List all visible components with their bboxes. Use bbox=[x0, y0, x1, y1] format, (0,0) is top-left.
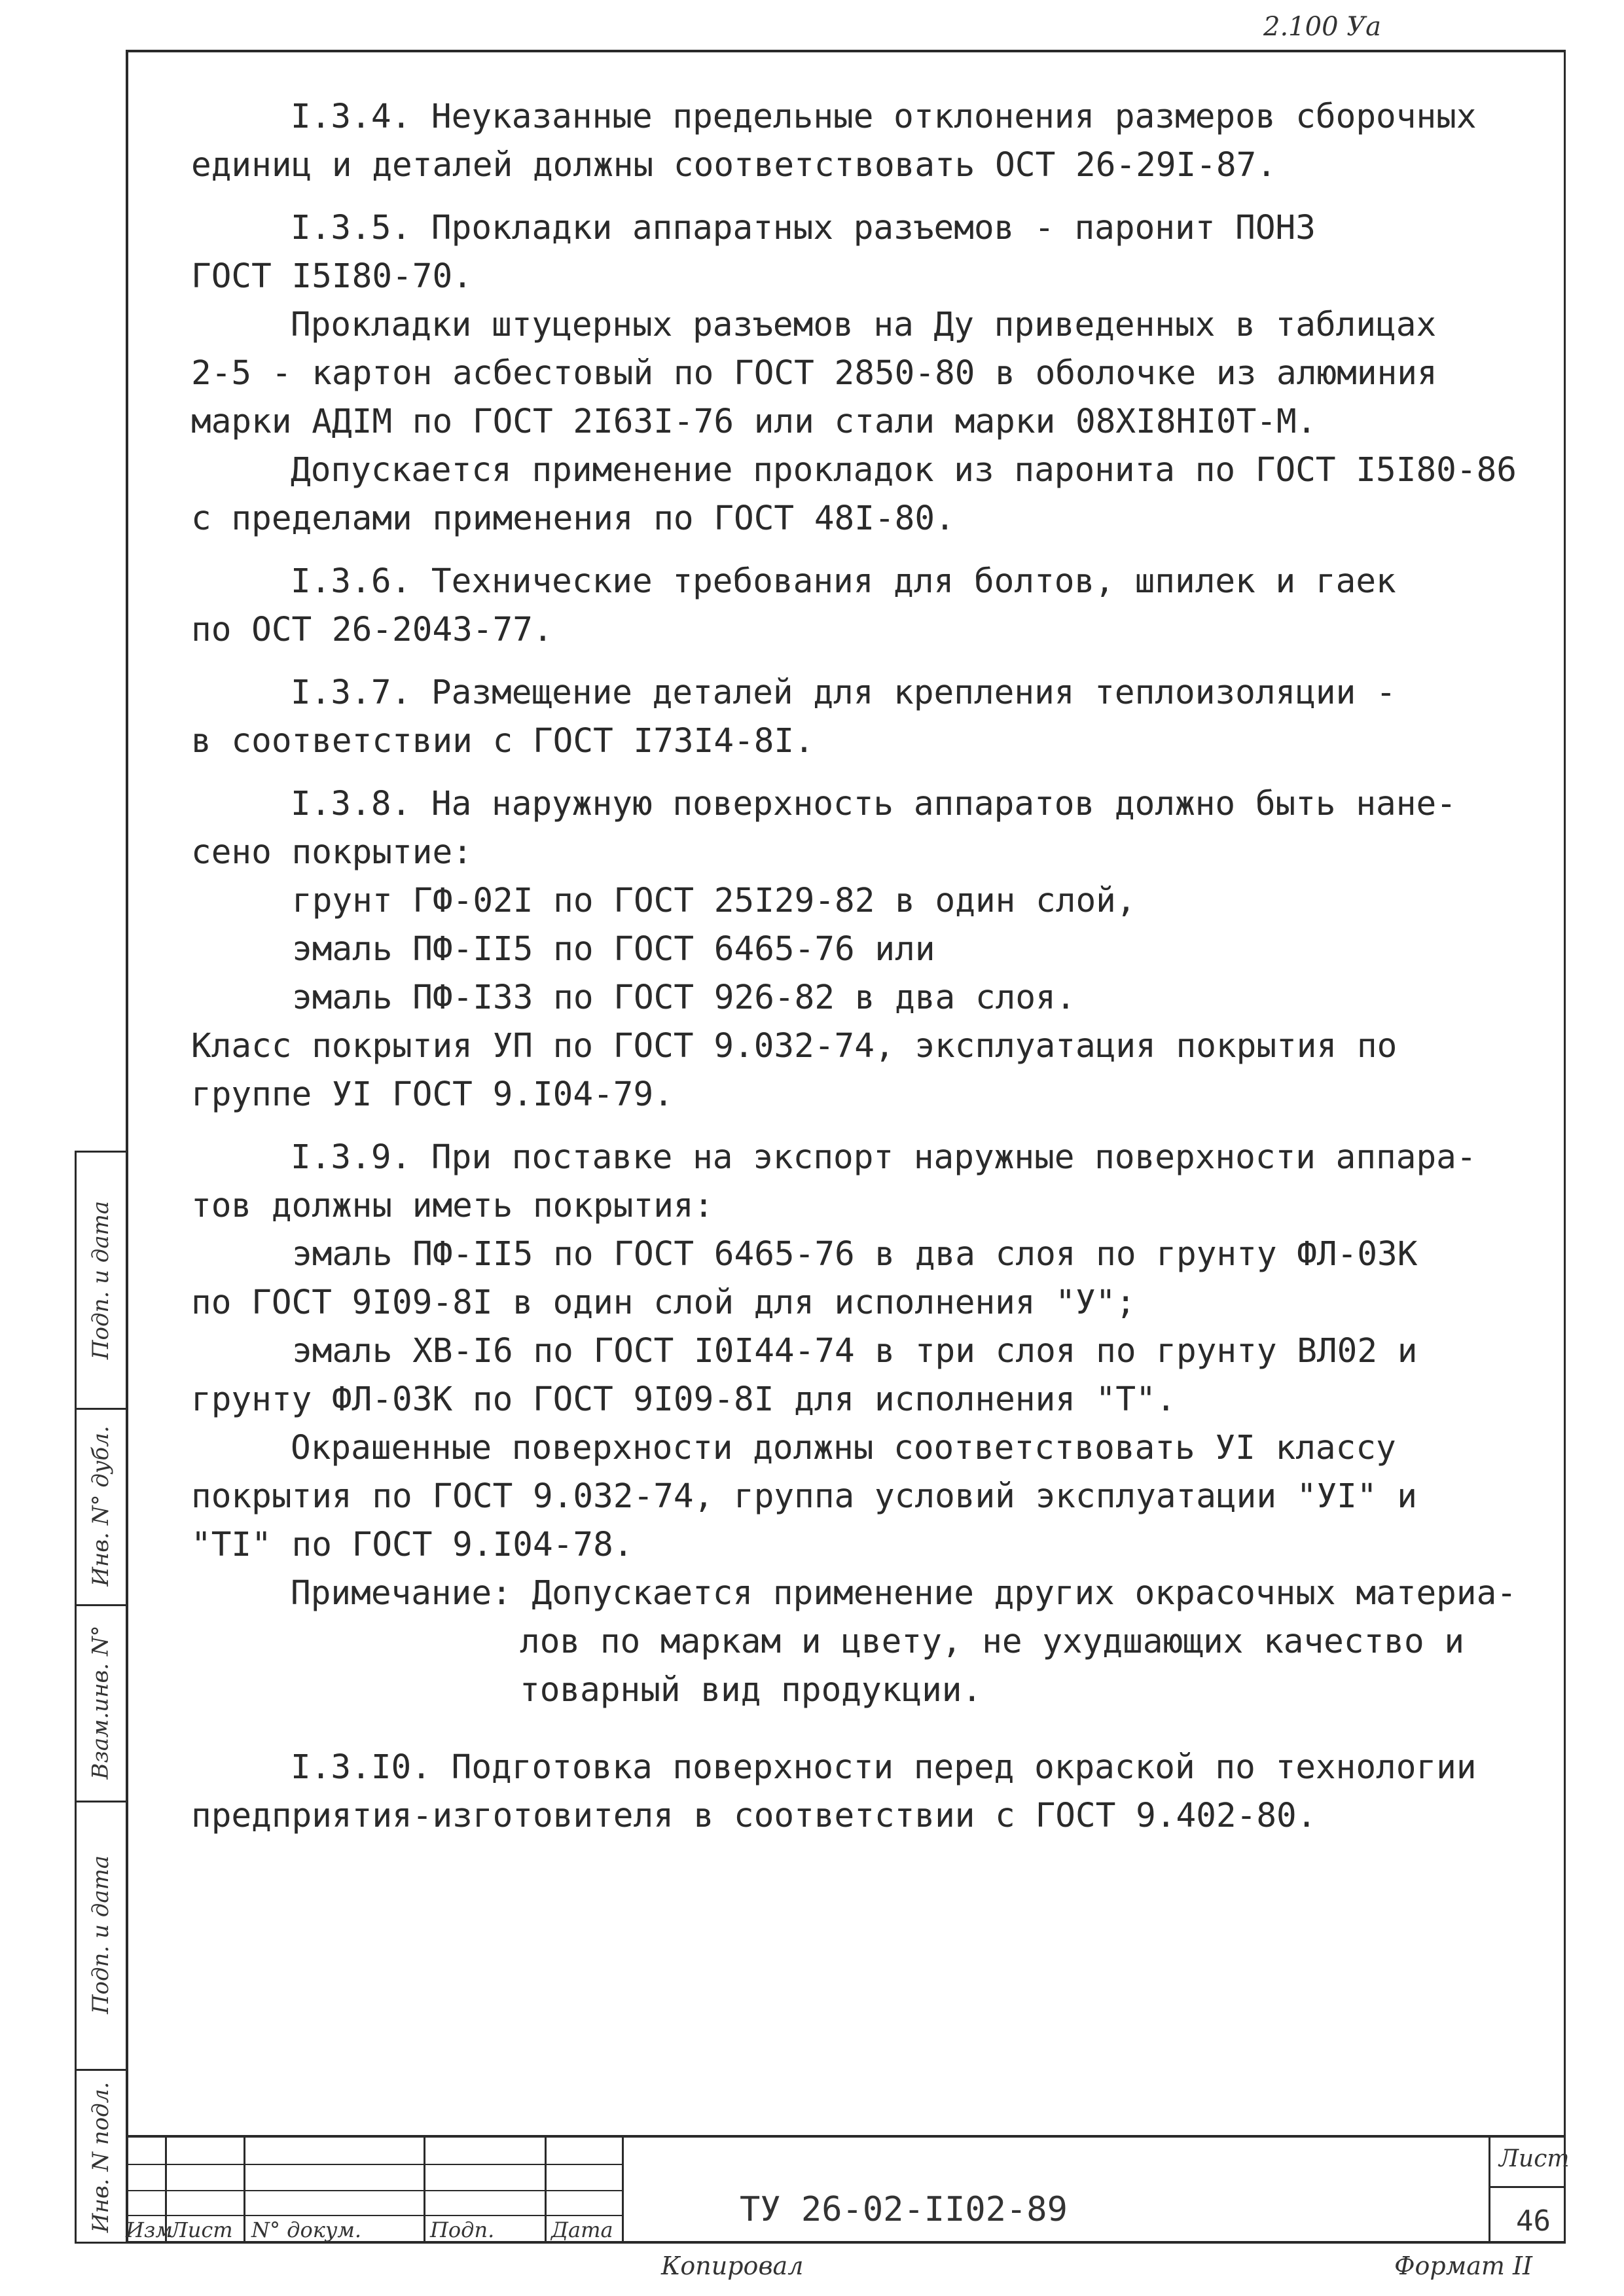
tb-label-doc-number: N° докум. bbox=[251, 2217, 362, 2242]
strip-label: Подп. и дата bbox=[88, 1855, 114, 2015]
text-line: покрытия по ГОСТ 9.032-74, группа условий эксплуатации "УI" и bbox=[191, 1477, 1417, 1516]
header-code: 2.100 Уа bbox=[1263, 12, 1381, 42]
strip-label: Инв. N° дубл. bbox=[88, 1426, 114, 1587]
text-line: группе УI ГОСТ 9.I04-79. bbox=[191, 1075, 674, 1114]
strip-label: Подп. и дата bbox=[88, 1200, 114, 1360]
text-line: по ОСТ 26-2043-77. bbox=[191, 611, 553, 649]
tb-label-change: Изм bbox=[126, 2217, 173, 2242]
note-line: Примечание: Допускается применение других окрасочных материа- bbox=[291, 1574, 1517, 1613]
text-line: ГОСТ I5I80-70. bbox=[191, 257, 473, 296]
copied-by-label: Копировал bbox=[661, 2251, 804, 2280]
text-line: сено покрытие: bbox=[191, 833, 473, 872]
text-line: I.3.9. При поставке на экспорт наружные поверхности аппара- bbox=[291, 1138, 1477, 1177]
text-line: грунту ФЛ-03К по ГОСТ 9I09-8I для исполнения "Т". bbox=[191, 1380, 1176, 1419]
text-line: Окрашенные поверхности должны соответствовать УI классу bbox=[291, 1429, 1396, 1467]
binding-strip bbox=[75, 1151, 126, 2244]
text-line: Класс покрытия УП по ГОСТ 9.032-74, эксплуатация покрытия по bbox=[191, 1027, 1398, 1066]
tb-label-date: Дата bbox=[551, 2217, 613, 2242]
text-line: эмаль ПФ-I33 по ГОСТ 926-82 в два слоя. bbox=[292, 978, 1076, 1017]
text-line: I.3.I0. Подготовка поверхности перед окраской по технологии bbox=[291, 1748, 1477, 1787]
text-line: грунт ГФ-02I по ГОСТ 25I29-82 в один слой, bbox=[292, 882, 1136, 920]
text-line: Допускается применение прокладок из паронита по ГОСТ I5I80-86 bbox=[291, 451, 1517, 490]
format-label: Формат II bbox=[1394, 2251, 1533, 2280]
note-line: товарный вид продукции. bbox=[520, 1671, 983, 1710]
text-line: с пределами применения по ГОСТ 48I-80. bbox=[191, 499, 955, 538]
note-line: лов по маркам и цвету, не ухудшающих качество и bbox=[520, 1623, 1465, 1661]
document-body bbox=[191, 93, 1546, 1840]
text-line: "TI" по ГОСТ 9.I04-78. bbox=[191, 1526, 634, 1564]
tb-label-sheet: Лист bbox=[170, 2217, 233, 2242]
text-line: по ГОСТ 9I09-8I в один слой для исполнения "У"; bbox=[191, 1283, 1136, 1322]
text-line: I.3.4. Неуказанные предельные отклонения размеров сборочных bbox=[291, 98, 1477, 136]
text-line: I.3.7. Размещение деталей для крепления теплоизоляции - bbox=[291, 673, 1396, 712]
text-line: эмаль ПФ-II5 по ГОСТ 6465-76 в два слоя по грунту ФЛ-03К bbox=[292, 1235, 1418, 1274]
document-code: ТУ 26-02-II02-89 bbox=[740, 2190, 1068, 2229]
strip-label: Инв. N подл. bbox=[88, 2081, 115, 2233]
text-line: марки АДIМ по ГОСТ 2I63I-76 или стали марки 08XI8HI0T-M. bbox=[191, 403, 1317, 441]
sheet-label: Лист bbox=[1499, 2145, 1570, 2172]
text-line: в соответствии с ГОСТ I73I4-8I. bbox=[191, 722, 814, 761]
text-line: 2-5 - картон асбестовый по ГОСТ 2850-80 в оболочке из алюминия bbox=[191, 354, 1437, 393]
text-line: Прокладки штуцерных разъемов на Ду приведенных в таблицах bbox=[291, 306, 1437, 344]
text-line: I.3.6. Технические требования для болтов, шпилек и гаек bbox=[291, 562, 1396, 601]
text-line: I.3.5. Прокладки аппаратных разъемов - паронит ПОН3 bbox=[291, 209, 1316, 247]
text-line: предприятия-изготовителя в соответствии с ГОСТ 9.402-80. bbox=[191, 1797, 1317, 1835]
text-line: эмаль ХВ-I6 по ГОСТ I0I44-74 в три слоя по грунту ВЛ02 и bbox=[292, 1332, 1418, 1371]
text-line: единиц и деталей должны соответствовать ОСТ 26-29I-87. bbox=[191, 146, 1277, 185]
text-line: тов должны иметь покрытия: bbox=[191, 1187, 714, 1225]
sheet-number: 46 bbox=[1516, 2204, 1551, 2238]
text-line: I.3.8. На наружную поверхность аппаратов должно быть нане- bbox=[291, 785, 1456, 823]
tb-label-signature: Подп. bbox=[430, 2217, 495, 2242]
text-line: эмаль ПФ-II5 по ГОСТ 6465-76 или bbox=[292, 930, 935, 969]
strip-label: Взам.инв. N° bbox=[88, 1625, 114, 1780]
